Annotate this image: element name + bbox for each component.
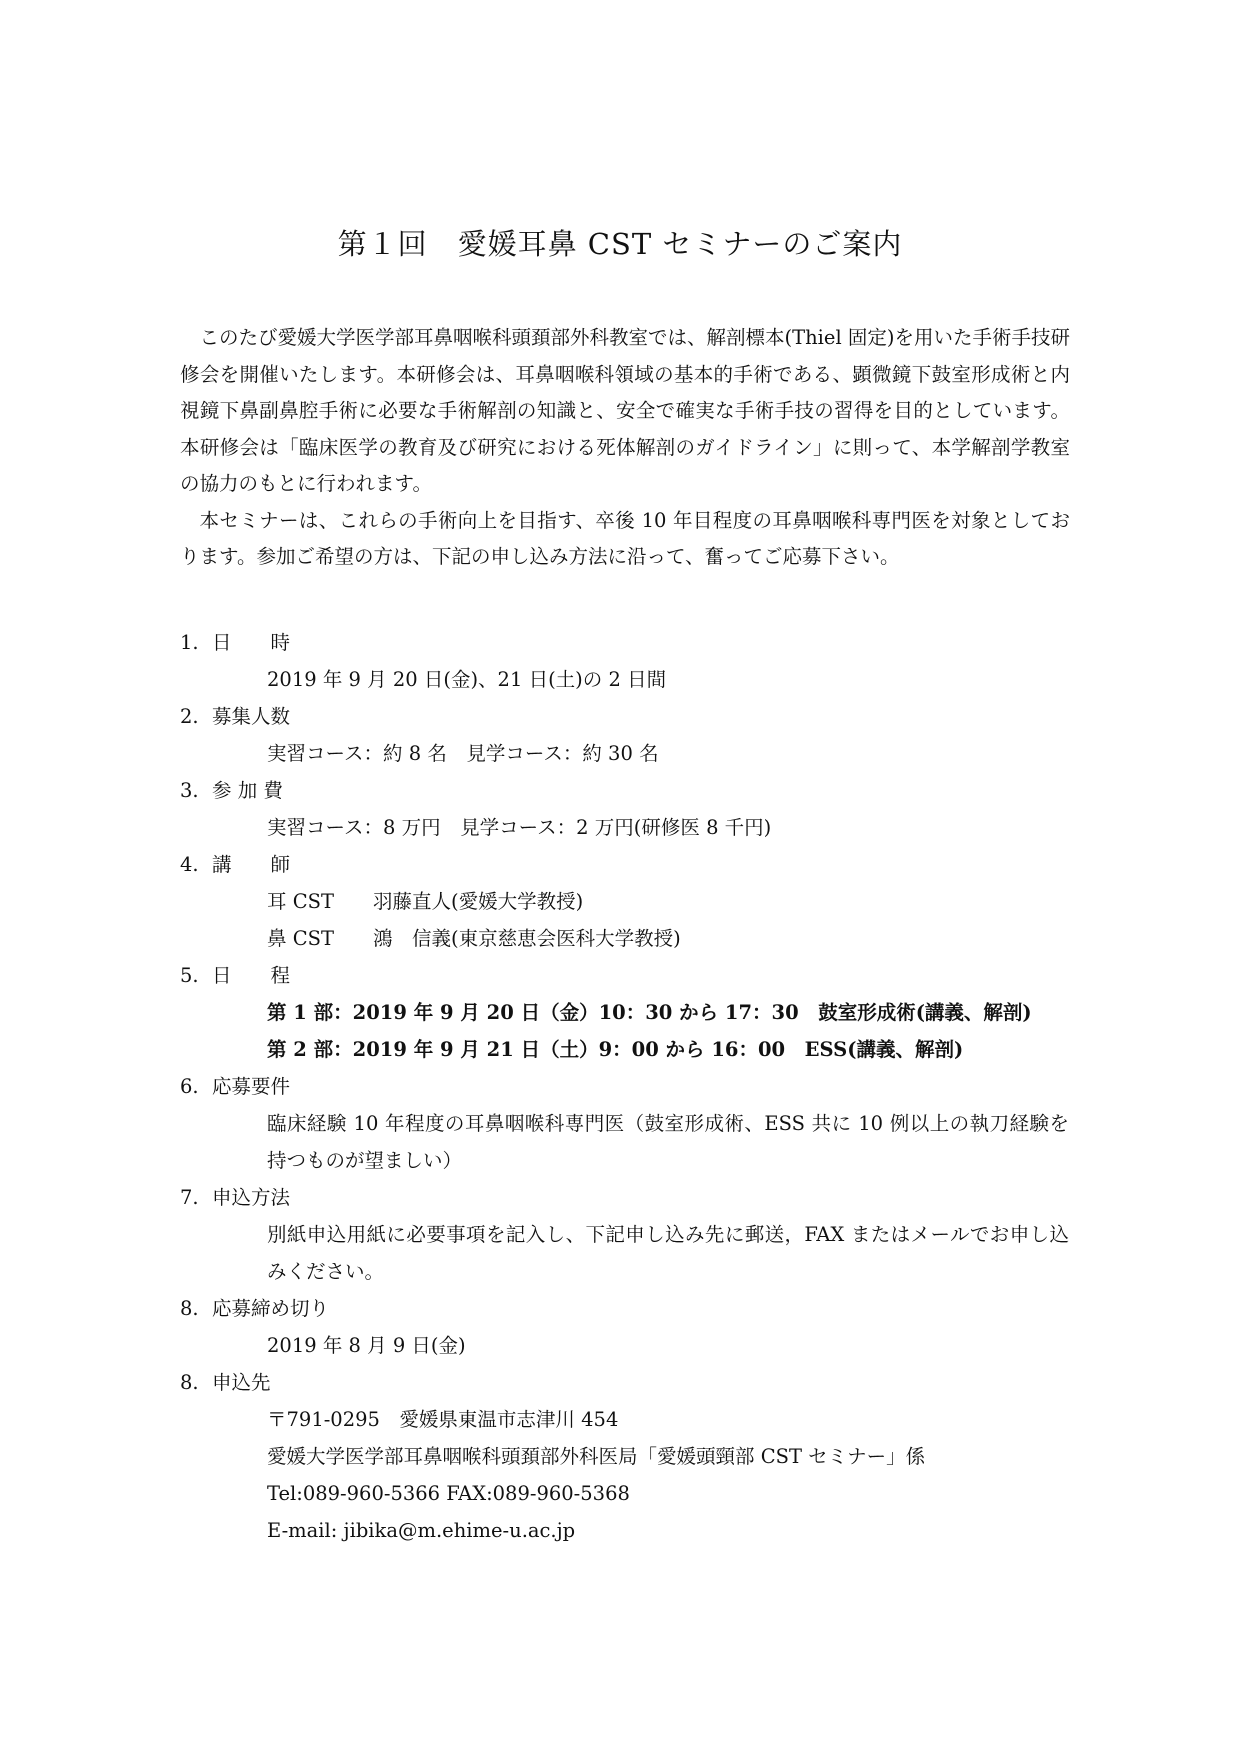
section-number: 7. [180, 1186, 199, 1209]
contact-email: E-mail: jibika@m.ehime-u.ac.jp [267, 1519, 576, 1542]
section-text: 臨床経験 10 年程度の耳鼻咽喉科専門医（鼓室形成術、ESS 共に 10 例以上の執刀経験を持つものが望ましい） [267, 1112, 1069, 1172]
section-number: 2. [180, 705, 199, 728]
section-capacity [180, 698, 1080, 772]
schedule-part-2: 第 2 部：2019 年 9 月 21 日（土）9：00 から 16：00 ESS(講義、解剖) [267, 1038, 964, 1061]
section-line: 耳 CST 羽藤直人(愛媛大学教授) [267, 890, 584, 913]
section-number: 4. [180, 853, 199, 876]
section-title: 募集人数 [212, 705, 291, 728]
section-datetime [180, 624, 1080, 698]
intro-text [180, 320, 1070, 576]
section-title: 申込先 [212, 1371, 271, 1394]
section-number: 1. [180, 631, 199, 654]
section-number: 8. [180, 1371, 199, 1394]
section-title: 日 時 [212, 631, 291, 654]
section-title: 応募要件 [212, 1075, 291, 1098]
section-line: 鼻 CST 鴻 信義(東京慈恵会医科大学教授) [267, 927, 681, 950]
section-application-method [180, 1179, 1080, 1290]
section-title: 申込方法 [212, 1186, 291, 1209]
section-number: 5. [180, 964, 199, 987]
section-fee [180, 772, 1080, 846]
contact-address: 〒791-0295 愛媛県東温市志津川 454 [267, 1408, 619, 1431]
section-number: 6. [180, 1075, 199, 1098]
intro-paragraph-2: 本セミナーは、これらの手術向上を目指す、卒後 10 年目程度の耳鼻咽喉科専門医を対象としております。参加ご希望の方は、下記の申し込み方法に沿って、奮ってご応募下さい。 [180, 508, 1070, 568]
section-line: 実習コース：8 万円 見学コース：2 万円(研修医 8 千円) [267, 816, 772, 839]
section-number: 8. [180, 1297, 199, 1320]
section-line: 2019 年 8 月 9 日(金) [267, 1334, 466, 1357]
section-title: 日 程 [212, 964, 291, 987]
section-deadline [180, 1290, 1080, 1364]
schedule-part-1: 第 1 部：2019 年 9 月 20 日（金）10：30 から 17：30 鼓室形成術(講義、解剖) [267, 1001, 1032, 1024]
page-title: 第１回 愛媛耳鼻 CST セミナーのご案内 [337, 227, 903, 261]
section-line: 2019 年 9 月 20 日(金)、21 日(土)の 2 日間 [267, 668, 667, 691]
section-contact [180, 1364, 1080, 1549]
section-instructors [180, 846, 1080, 957]
section-title: 講 師 [212, 853, 291, 876]
section-requirements [180, 1068, 1080, 1179]
intro-paragraph-1: このたび愛媛大学医学部耳鼻咽喉科頭頚部外科教室では、解剖標本(Thiel 固定)を用いた手術手技研修会を開催いたします。本研修会は、耳鼻咽喉科領域の基本的手術である、顕微鏡下鼓室形成術と内視鏡下鼻副鼻腔手術に必要な手術解剖の知識と、安全で確実な手術手技の習得を目的としています。本研修会は「臨床医学の教育及び研究における死体解剖のガイドライン」に則って、本学解剖学教室の協力のもとに行われます。 [180, 326, 1070, 495]
section-line: 実習コース：約 8 名 見学コース：約 30 名 [267, 742, 659, 765]
contact-office: 愛媛大学医学部耳鼻咽喉科頭頚部外科医局「愛媛頭頸部 CST セミナー」係 [267, 1445, 926, 1468]
section-title: 参 加 費 [212, 779, 283, 802]
sections-list [180, 624, 1080, 1549]
section-number: 3. [180, 779, 199, 802]
section-schedule [180, 957, 1080, 1068]
contact-phone-fax: Tel:089-960-5366 FAX:089-960-5368 [267, 1482, 630, 1505]
section-text: 別紙申込用紙に必要事項を記入し、下記申し込み先に郵送，FAX またはメールでお申し込みください。 [267, 1223, 1069, 1283]
section-title: 応募締め切り [212, 1297, 330, 1320]
